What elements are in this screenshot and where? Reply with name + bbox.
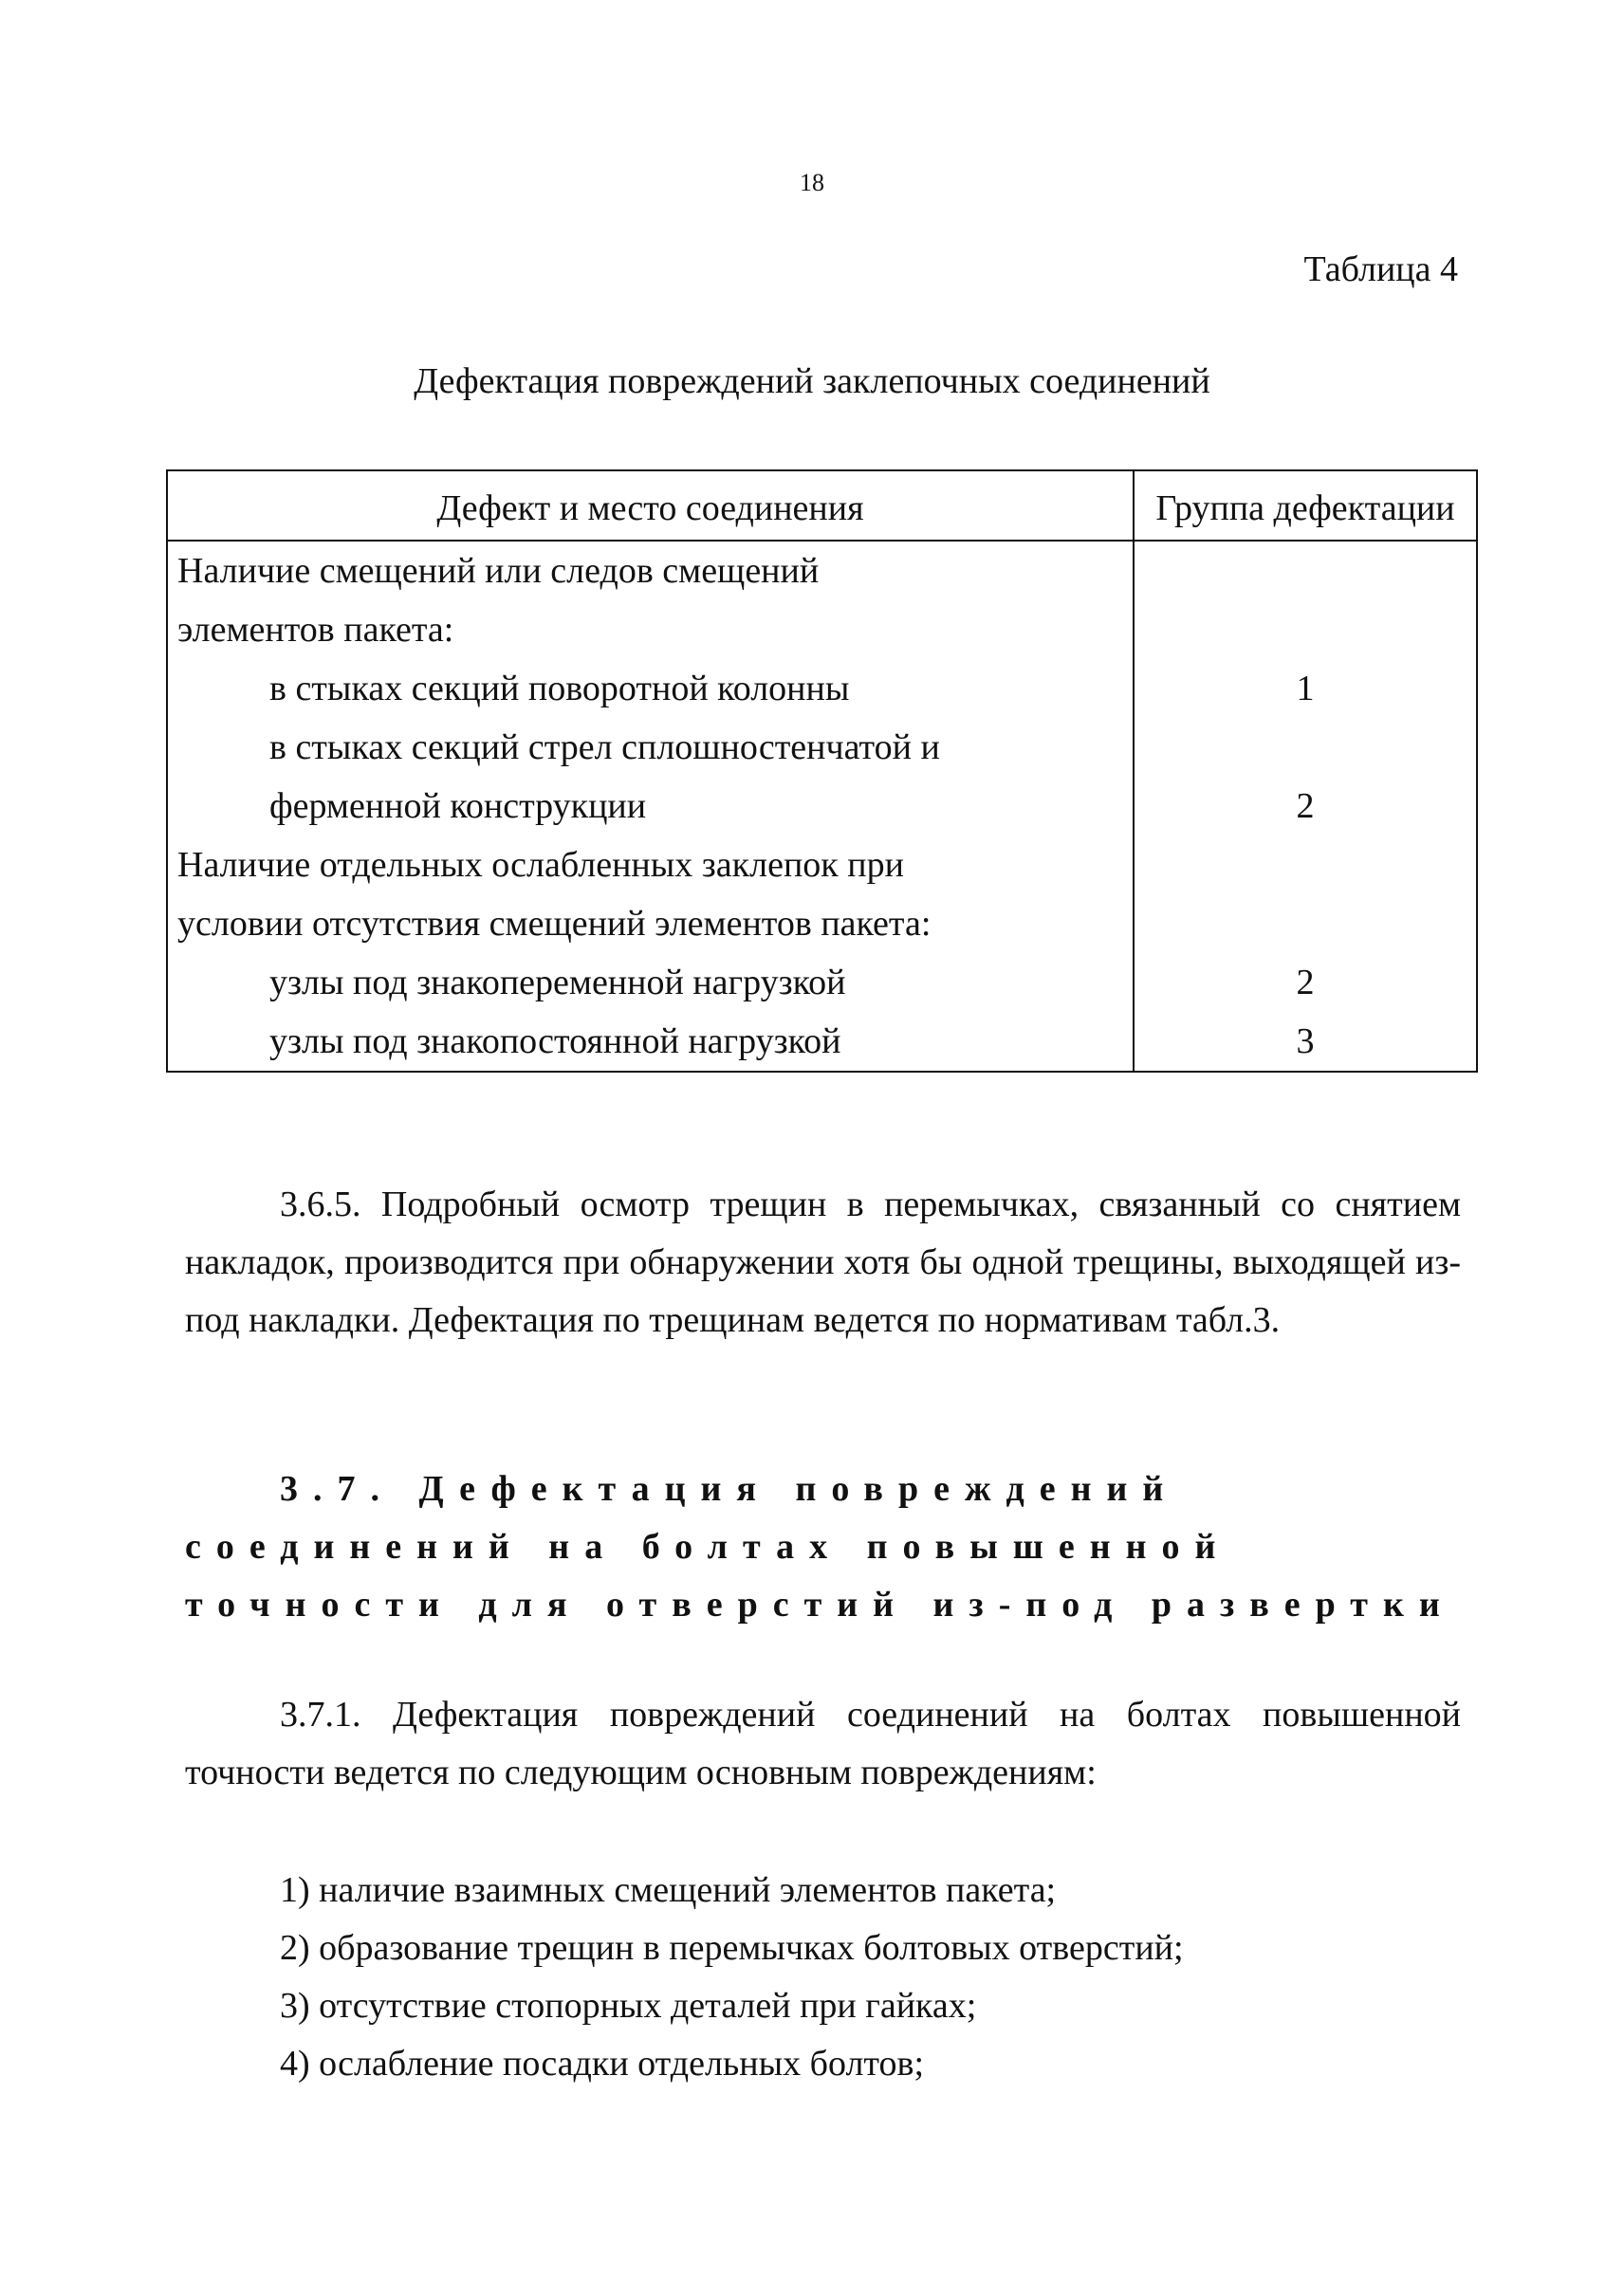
group-cell	[1134, 718, 1477, 777]
table-header-row	[167, 470, 1477, 541]
table-row	[167, 1012, 1477, 1072]
group-cell: 3	[1134, 1012, 1477, 1072]
table-row	[167, 659, 1477, 718]
defect-cell: элементов пакета:	[167, 600, 1134, 659]
table-row	[167, 600, 1477, 659]
defect-cell: Наличие отдельных ослабленных заклепок при	[167, 836, 1134, 894]
table-row	[167, 718, 1477, 777]
table-row	[167, 894, 1477, 953]
group-cell: 2	[1134, 953, 1477, 1012]
list-item: 4) ослабление посадки отдельных болтов;	[280, 2044, 925, 2084]
defect-cell: узлы под знакопостоянной нагрузкой	[167, 1012, 1134, 1072]
table-row	[167, 836, 1477, 894]
group-cell	[1134, 836, 1477, 894]
group-cell	[1134, 600, 1477, 659]
defect-cell: условии отсутствия смещений элементов пакета:	[167, 894, 1134, 953]
defect-cell: в стыках секций поворотной колонны	[167, 659, 1134, 718]
defect-cell: в стыках секций стрел сплошностенчатой и	[167, 718, 1134, 777]
paragraph-3-6-5	[185, 1176, 1461, 1350]
defect-cell: узлы под знакопеременной нагрузкой	[167, 953, 1134, 1012]
group-cell	[1134, 541, 1477, 600]
list-item: 3) отсутствие стопорных деталей при гайках;	[280, 1986, 977, 2026]
paragraph-3-6-5-text: 3.6.5. Подробный осмотр трещин в перемычках, связанный со снятием накладок, производится при обнаружении хотя бы одной трещины, выходящей из-под накладки. Дефектация по трещинам ведется по нормативам табл.3.	[185, 1185, 1461, 1340]
paragraph-3-7-1-text: 3.7.1. Дефектация повреждений соединений на болтах повышенной точности ведется по следующим основным повреждениям:	[185, 1695, 1461, 1792]
header-group: Группа дефектации	[1134, 470, 1477, 541]
table-body	[167, 541, 1477, 1072]
page-number: 18	[800, 169, 824, 196]
list-item: 1) наличие взаимных смещений элементов пакета;	[280, 1870, 1057, 1910]
group-cell	[1134, 894, 1477, 953]
header-defect: Дефект и место соединения	[167, 470, 1134, 541]
table-row	[167, 953, 1477, 1012]
defect-cell: ферменной конструкции	[167, 777, 1134, 836]
table-row	[167, 541, 1477, 600]
group-cell: 2	[1134, 777, 1477, 836]
paragraph-3-7-1	[185, 1686, 1461, 1802]
table-title: Дефектация повреждений заклепочных соединений	[414, 361, 1210, 401]
list-item: 2) образование трещин в перемычках болтовых отверстий;	[280, 1928, 1184, 1968]
defect-table	[166, 469, 1478, 1073]
damage-list	[280, 1862, 1466, 2093]
defect-cell: Наличие смещений или следов смещений	[167, 541, 1134, 600]
table-caption: Таблица 4	[1303, 249, 1458, 289]
group-cell: 1	[1134, 659, 1477, 718]
table-row	[167, 777, 1477, 836]
section-heading-3-7: 3.7. Дефектация повреждений соединений на болтах повышенной точности для отверстий из-под развертки	[185, 1469, 1455, 1625]
